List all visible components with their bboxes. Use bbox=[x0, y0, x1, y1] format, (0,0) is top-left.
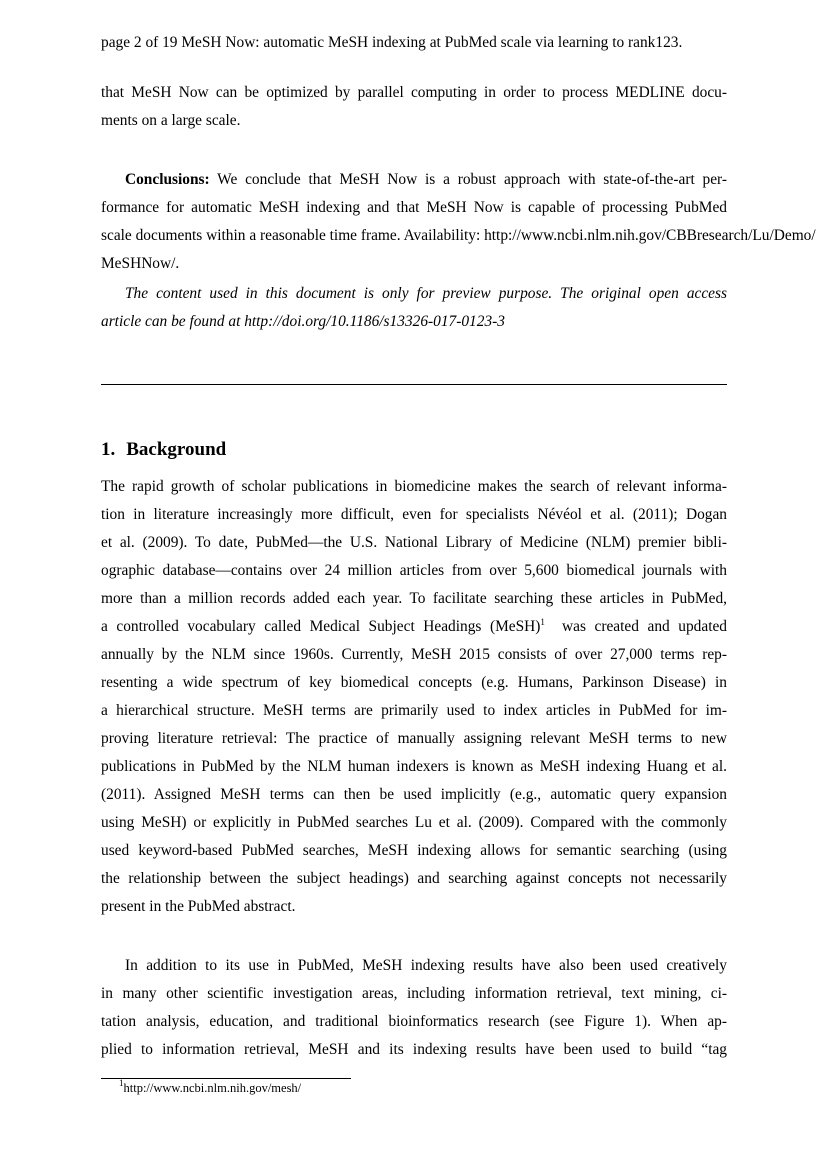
body-line: using MeSH) or explicitly in PubMed searches Lu et al. (2009). Compared with the commonly bbox=[101, 814, 727, 831]
section-divider bbox=[101, 384, 727, 385]
abstract-line: that MeSH Now can be optimized by parallel computing in order to process MEDLINE docu- bbox=[101, 84, 727, 101]
section-heading bbox=[101, 438, 226, 462]
body-line: present in the PubMed abstract. bbox=[101, 898, 296, 915]
body-line: tation analysis, education, and traditional bioinformatics research (see Figure 1). When ap- bbox=[101, 1013, 727, 1030]
running-head: page 2 of 19 MeSH Now: automatic MeSH indexing at PubMed scale via learning to rank123. bbox=[101, 34, 683, 51]
abstract-line: ments on a large scale. bbox=[101, 112, 241, 129]
body-line-text: a controlled vocabulary called Medical Subject Headings (MeSH) bbox=[101, 618, 541, 635]
section-title: Background bbox=[126, 439, 227, 460]
body-line: ographic database—contains over 24 million articles from over 5,600 biomedical journals with bbox=[101, 562, 727, 579]
conclusions-label: Conclusions: bbox=[125, 171, 210, 188]
preview-notice-line: article can be found at http://doi.org/10.1186/s13326-017-0123-3 bbox=[101, 313, 505, 330]
body-line-tail: was created and updated bbox=[562, 618, 728, 635]
body-line: the relationship between the subject headings) and searching against concepts not necessarily bbox=[101, 870, 727, 887]
footnote-link[interactable]: http://www.ncbi.nlm.nih.gov/mesh/ bbox=[123, 1081, 302, 1095]
conclusions-line: MeSHNow/. bbox=[101, 255, 180, 272]
preview-notice-line: The content used in this document is only for preview purpose. The original open access bbox=[125, 285, 727, 302]
body-line: The rapid growth of scholar publications in biomedicine makes the search of relevant informa- bbox=[101, 478, 727, 495]
conclusions-text: We conclude that MeSH Now is a robust approach with state-of-the-art per- bbox=[209, 171, 727, 188]
footnote-mark: 1 bbox=[540, 617, 545, 627]
body-line: plied to information retrieval, MeSH and its indexing results have been used to build “tag bbox=[101, 1041, 727, 1058]
body-line: a hierarchical structure. MeSH terms are primarily used to index articles in PubMed for im- bbox=[101, 702, 727, 719]
conclusions-line: scale documents within a reasonable time frame. Availability: http://www.ncbi.nlm.nih.gov/CBBresearch/Lu/Demo/ bbox=[101, 227, 816, 244]
body-line: In addition to its use in PubMed, MeSH indexing results have also been used creatively bbox=[125, 957, 727, 974]
body-line: used keyword-based PubMed searches, MeSH indexing allows for semantic searching (using bbox=[101, 842, 727, 859]
conclusions-line: formance for automatic MeSH indexing and that MeSH Now is capable of processing PubMed bbox=[101, 199, 727, 216]
footnote-divider bbox=[101, 1078, 351, 1079]
body-line bbox=[101, 617, 727, 637]
body-line: publications in PubMed by the NLM human indexers is known as MeSH indexing Huang et al. bbox=[101, 758, 727, 775]
body-line: more than a million records added each year. To facilitate searching these articles in PubMed, bbox=[101, 590, 727, 607]
body-line: resenting a wide spectrum of key biomedical concepts (e.g. Humans, Parkinson Disease) in bbox=[101, 674, 727, 691]
body-line: et al. (2009). To date, PubMed—the U.S. National Library of Medicine (NLM) premier bibli- bbox=[101, 534, 727, 551]
body-line: in many other scientific investigation areas, including information retrieval, text mining, ci- bbox=[101, 985, 727, 1002]
body-line: (2011). Assigned MeSH terms can then be used implicitly (e.g., automatic query expansion bbox=[101, 786, 727, 803]
body-line: tion in literature increasingly more difficult, even for specialists Névéol et al. (2011); Dogan bbox=[101, 506, 727, 523]
footnote-number: 1 bbox=[119, 1078, 124, 1088]
body-line: annually by the NLM since 1960s. Currently, MeSH 2015 consists of over 27,000 terms rep- bbox=[101, 646, 727, 663]
conclusions-line bbox=[125, 170, 727, 190]
body-line: proving literature retrieval: The practice of manually assigning relevant MeSH terms to new bbox=[101, 730, 727, 747]
section-number: 1. bbox=[101, 439, 116, 460]
footnote bbox=[119, 1080, 301, 1096]
